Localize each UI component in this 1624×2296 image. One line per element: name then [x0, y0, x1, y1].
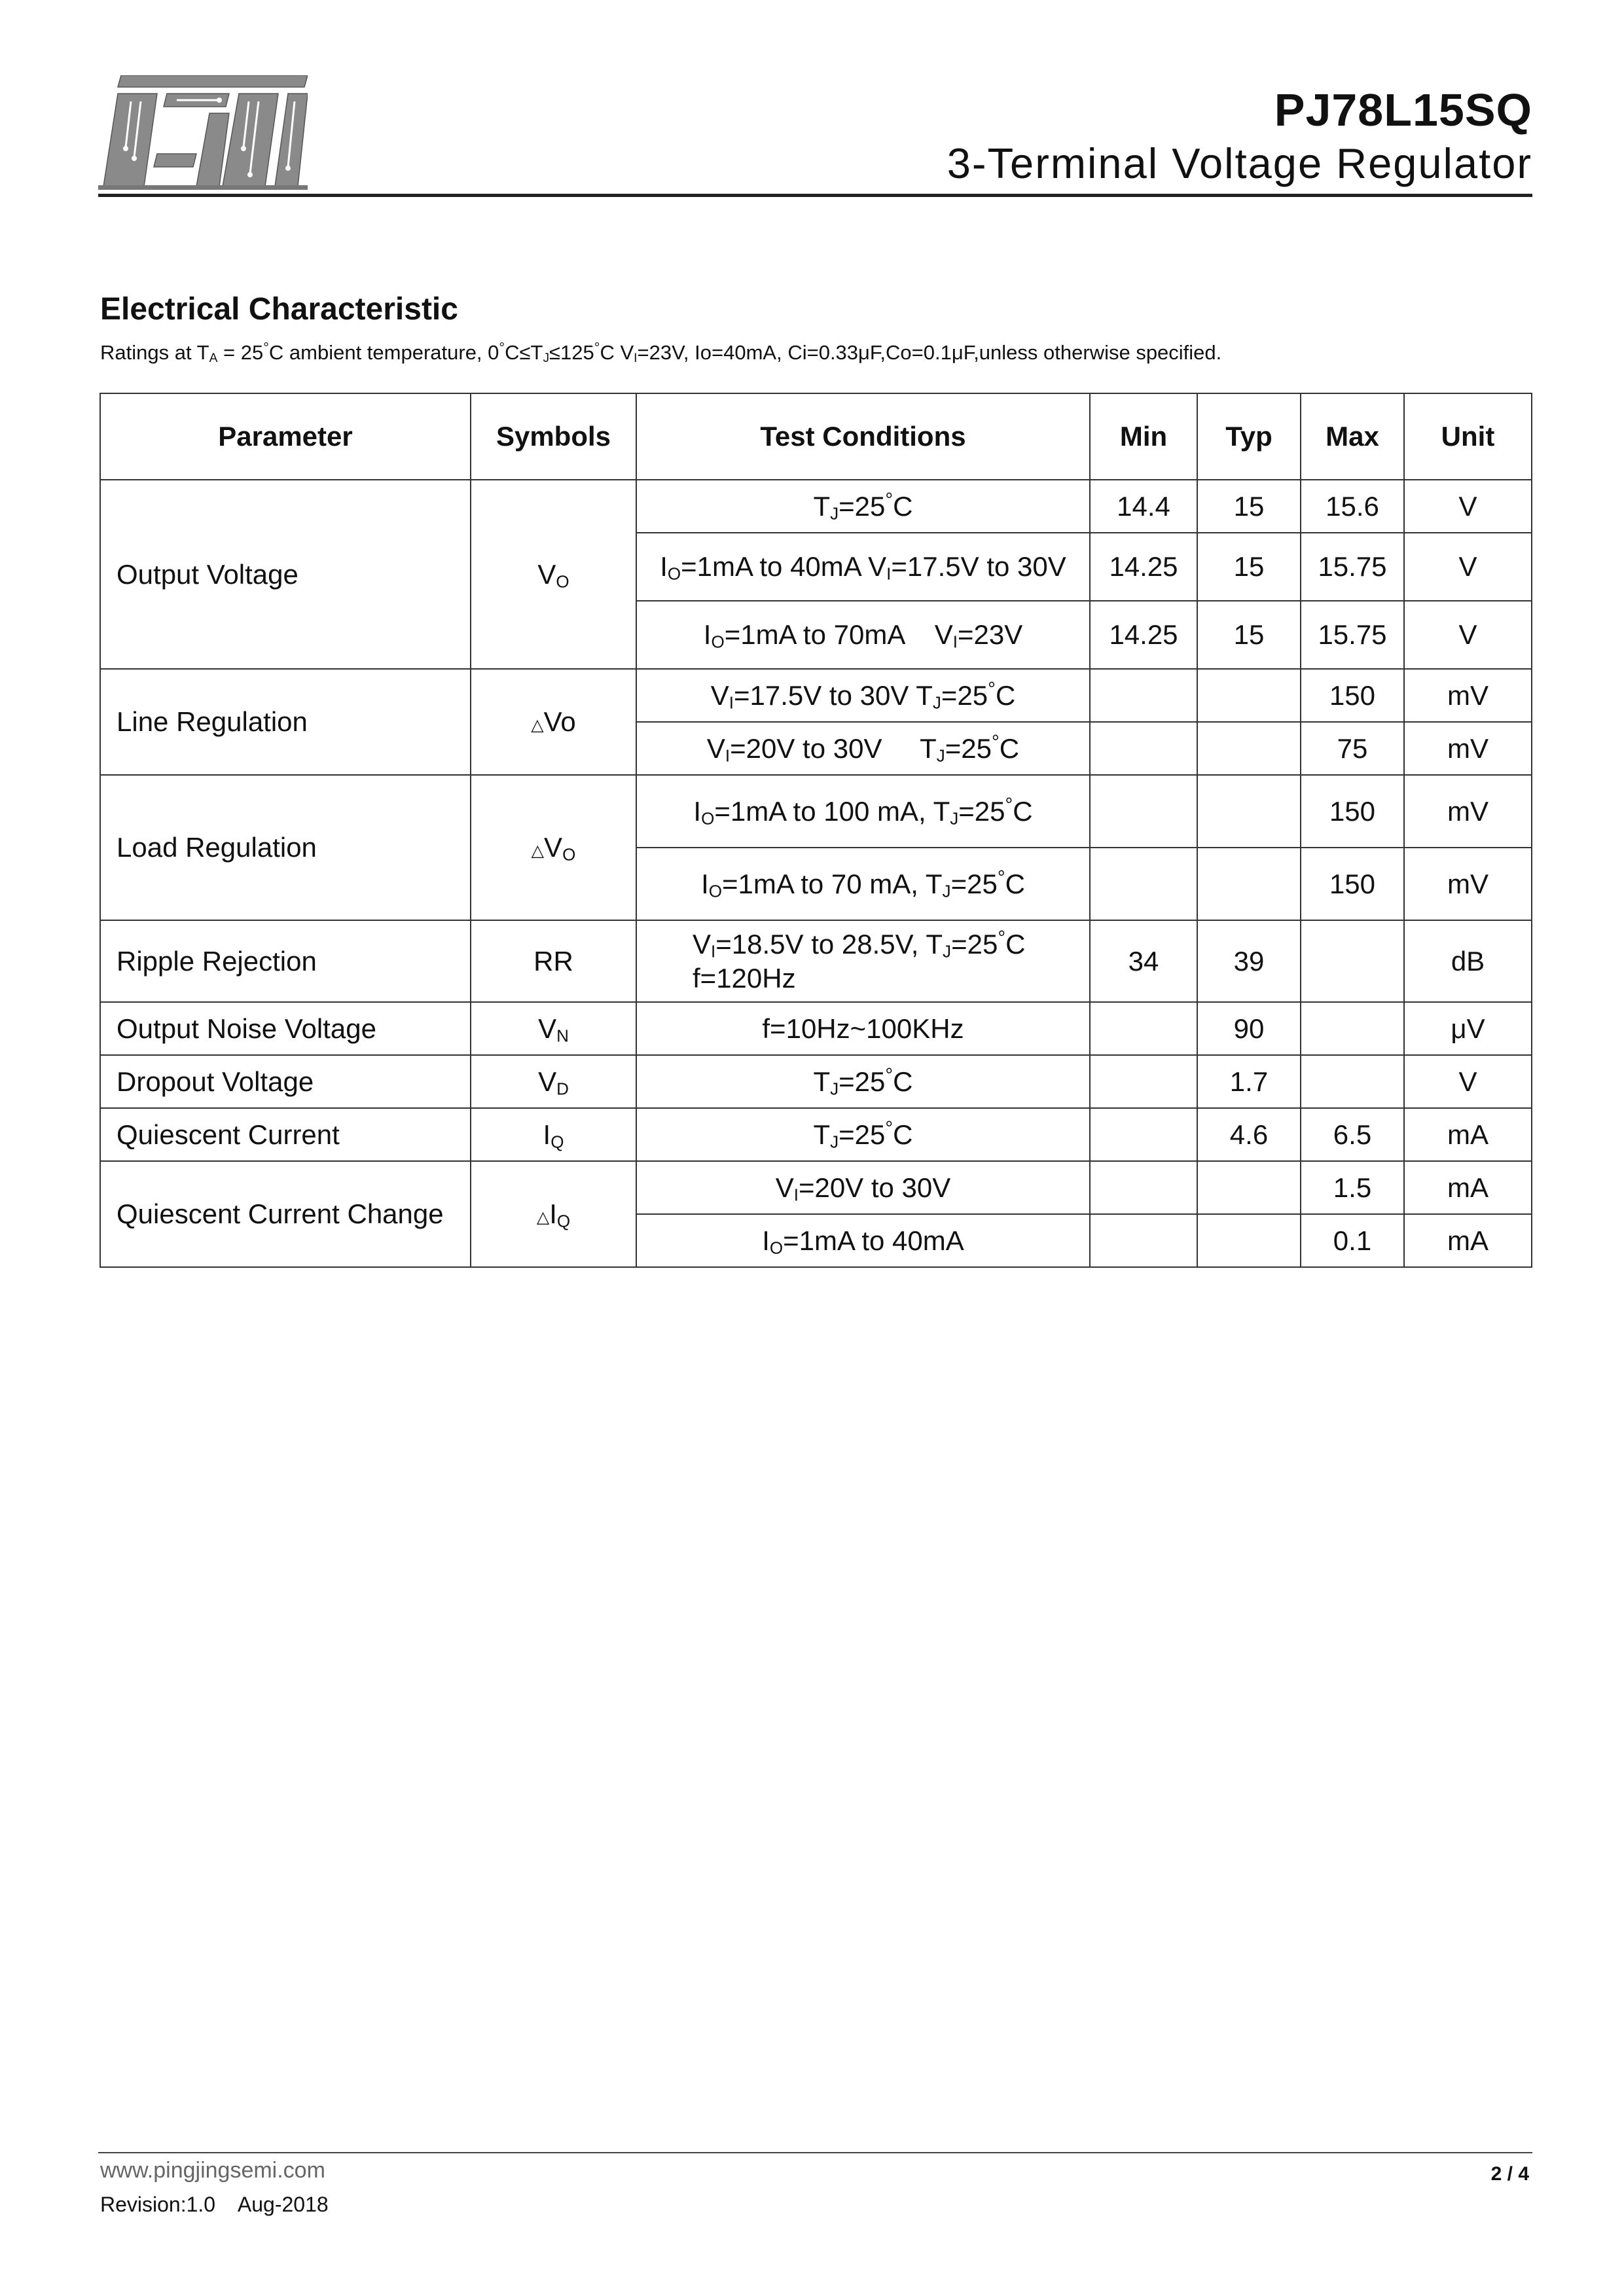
symbol-iq: $I_Q$ — [471, 1108, 636, 1161]
max-cell — [1301, 1002, 1404, 1055]
symbol-rr: RR — [471, 920, 636, 1002]
symbol-delta-vo: △Vo — [471, 669, 636, 775]
min-cell — [1090, 1002, 1197, 1055]
footer-website: www.pingjingsemi.com — [100, 2158, 325, 2183]
footer-revision: Revision:1.0 Aug-2018 — [100, 2193, 329, 2216]
delta-icon: △ — [536, 1208, 550, 1227]
condition-cell: $T_J=25^\circ C$ — [636, 1055, 1090, 1108]
unit-cell: V — [1404, 1055, 1532, 1108]
min-cell: 14.25 — [1090, 533, 1197, 601]
max-cell: 150 — [1301, 848, 1404, 920]
min-cell — [1090, 1055, 1197, 1108]
param-line-regulation: Line Regulation — [100, 669, 471, 775]
param-quiescent-current-change: Quiescent Current Change — [100, 1161, 471, 1267]
part-number: PJ78L15SQ — [1274, 84, 1532, 135]
min-cell: 34 — [1090, 920, 1197, 1002]
header-min: Min — [1090, 393, 1197, 480]
delta-icon: △ — [531, 715, 544, 734]
typ-cell: 15 — [1197, 601, 1301, 669]
min-cell — [1090, 1214, 1197, 1267]
max-cell: 75 — [1301, 722, 1404, 775]
min-cell — [1090, 1108, 1197, 1161]
max-cell: 15.75 — [1301, 533, 1404, 601]
footer-divider — [98, 2152, 1532, 2153]
unit-cell: mV — [1404, 669, 1532, 722]
condition-cell: $T_J=25^\circ C$ — [636, 1108, 1090, 1161]
typ-cell: 4.6 — [1197, 1108, 1301, 1161]
condition-cell: $I_O=1mA$ to 40mA $V_I=17.5V$ to 30V — [636, 533, 1090, 601]
header-unit: Unit — [1404, 393, 1532, 480]
table-row — [100, 1161, 1532, 1214]
max-cell: 150 — [1301, 669, 1404, 722]
ratings-note: Ratings at $T_A = 25^\circ C$ ambient temperature, $0^\circ C\le T_J\le 125^\circ C$ $V_I=23V$, Io=40mA, Ci=0.33μF,Co=0.1μF,unless otherwise specified. — [100, 339, 1222, 366]
typ-cell — [1197, 722, 1301, 775]
param-load-regulation: Load Regulation — [100, 775, 471, 920]
condition-cell: $V_I=18.5V$ to 28.5V, $T_J=25^\circ C$ f=120Hz — [636, 920, 1090, 1002]
table-header-row — [100, 393, 1532, 480]
max-cell: 0.1 — [1301, 1214, 1404, 1267]
condition-cell: f=10Hz~100KHz — [636, 1002, 1090, 1055]
typ-cell — [1197, 1214, 1301, 1267]
condition-cell: $V_I=20V$ to 30V $T_J=25^\circ C$ — [636, 722, 1090, 775]
condition-cell: $V_I=20V$ to 30V — [636, 1161, 1090, 1214]
typ-cell: 1.7 — [1197, 1055, 1301, 1108]
unit-cell: mA — [1404, 1108, 1532, 1161]
min-cell: 14.25 — [1090, 601, 1197, 669]
min-cell — [1090, 1161, 1197, 1214]
typ-cell: 15 — [1197, 480, 1301, 533]
max-cell — [1301, 1055, 1404, 1108]
condition-cell: $I_O=1mA$ to 70mA $V_I=23V$ — [636, 601, 1090, 669]
header-symbols: Symbols — [471, 393, 636, 480]
param-output-noise-voltage: Output Noise Voltage — [100, 1002, 471, 1055]
condition-cell: $I_O=1mA$ to 70 mA, $T_J=25^\circ C$ — [636, 848, 1090, 920]
header-divider — [98, 194, 1532, 197]
unit-cell: mV — [1404, 722, 1532, 775]
max-cell: 1.5 — [1301, 1161, 1404, 1214]
typ-cell: 39 — [1197, 920, 1301, 1002]
symbol-vn: $V_N$ — [471, 1002, 636, 1055]
page-number: 2 / 4 — [1490, 2163, 1529, 2185]
table-row — [100, 1108, 1532, 1161]
unit-cell: V — [1404, 480, 1532, 533]
typ-cell — [1197, 669, 1301, 722]
typ-cell — [1197, 1161, 1301, 1214]
condition-cell: $T_J=25^\circ C$ — [636, 480, 1090, 533]
param-output-voltage: Output Voltage — [100, 480, 471, 669]
typ-cell: 15 — [1197, 533, 1301, 601]
max-cell: 6.5 — [1301, 1108, 1404, 1161]
header-typ: Typ — [1197, 393, 1301, 480]
unit-cell: mA — [1404, 1161, 1532, 1214]
unit-cell: V — [1404, 533, 1532, 601]
max-cell — [1301, 920, 1404, 1002]
symbol-delta-vo: $\triangle V_O$ — [471, 775, 636, 920]
typ-cell — [1197, 848, 1301, 920]
unit-cell: μV — [1404, 1002, 1532, 1055]
table-row — [100, 480, 1532, 533]
min-cell — [1090, 775, 1197, 848]
param-quiescent-current: Quiescent Current — [100, 1108, 471, 1161]
symbol-vd: $V_D$ — [471, 1055, 636, 1108]
condition-cell: $I_O=1mA$ to 40mA — [636, 1214, 1090, 1267]
unit-cell: mV — [1404, 775, 1532, 848]
header-parameter: Parameter — [100, 393, 471, 480]
param-ripple-rejection: Ripple Rejection — [100, 920, 471, 1002]
table-row — [100, 1002, 1532, 1055]
delta-icon: △ — [531, 841, 545, 860]
section-title: Electrical Characteristic — [100, 292, 458, 327]
symbol-delta-iq: $\triangle I_Q$ — [471, 1161, 636, 1267]
header-test-conditions: Test Conditions — [636, 393, 1090, 480]
max-cell: 15.75 — [1301, 601, 1404, 669]
table-row — [100, 920, 1532, 1002]
min-cell — [1090, 848, 1197, 920]
table-row — [100, 775, 1532, 848]
header-max: Max — [1301, 393, 1404, 480]
typ-cell — [1197, 775, 1301, 848]
typ-cell: 90 — [1197, 1002, 1301, 1055]
unit-cell: mV — [1404, 848, 1532, 920]
table-row — [100, 1055, 1532, 1108]
company-logo — [98, 75, 308, 190]
min-cell — [1090, 722, 1197, 775]
electrical-characteristics-table — [99, 393, 1532, 1268]
unit-cell: V — [1404, 601, 1532, 669]
max-cell: 150 — [1301, 775, 1404, 848]
unit-cell: dB — [1404, 920, 1532, 1002]
min-cell: 14.4 — [1090, 480, 1197, 533]
condition-cell: $I_O=1mA$ to 100 mA, $T_J=25^\circ C$ — [636, 775, 1090, 848]
condition-cell: $V_I=17.5V$ to 30V $T_J=25^\circ C$ — [636, 669, 1090, 722]
min-cell — [1090, 669, 1197, 722]
param-dropout-voltage: Dropout Voltage — [100, 1055, 471, 1108]
unit-cell: mA — [1404, 1214, 1532, 1267]
document-subtitle: 3-Terminal Voltage Regulator — [947, 139, 1532, 187]
symbol-vo: $V_O$ — [471, 480, 636, 669]
table-row — [100, 669, 1532, 722]
max-cell: 15.6 — [1301, 480, 1404, 533]
